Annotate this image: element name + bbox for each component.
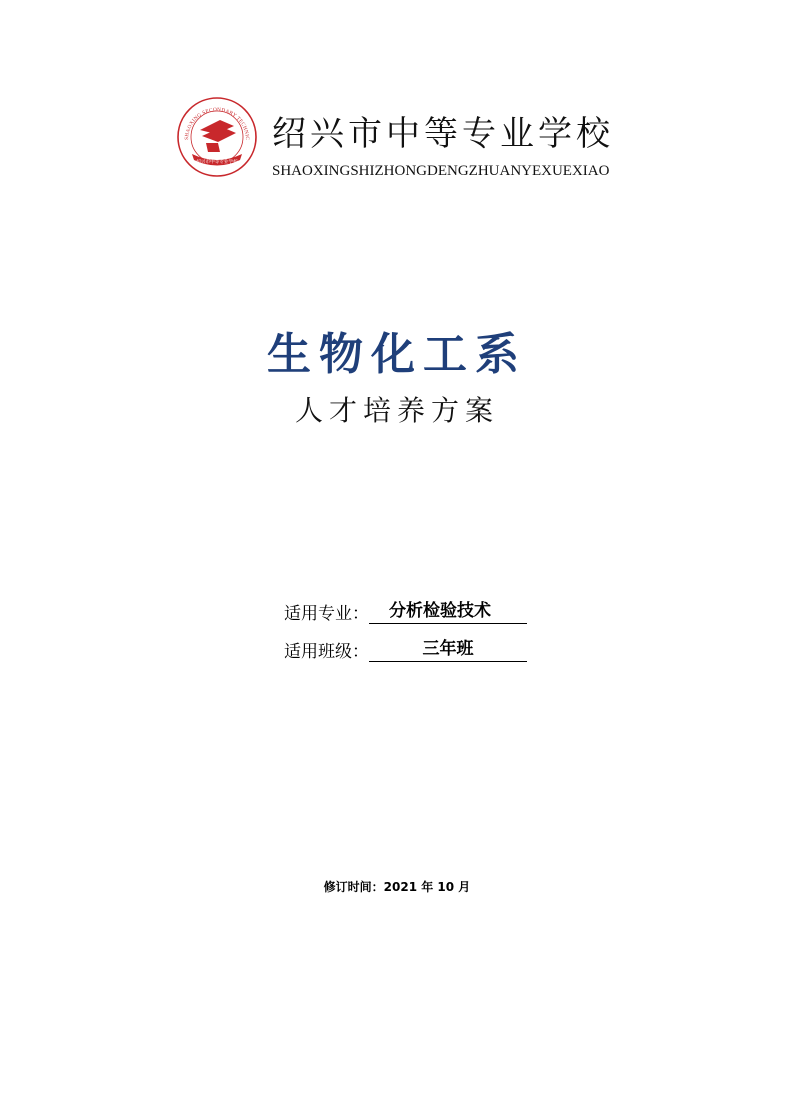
svg-text:绍兴市中等专业学校: 绍兴市中等专业学校 xyxy=(196,160,238,165)
school-seal-icon xyxy=(176,96,258,178)
major-label: 适用专业： xyxy=(284,604,369,624)
class-label: 适用班级： xyxy=(284,642,369,662)
class-value: 三年班 xyxy=(369,638,527,662)
school-logo xyxy=(176,96,258,178)
class-field xyxy=(284,636,527,662)
revision-date: 修订时间：2021 年 10 月 xyxy=(323,880,471,894)
department-title: 生物化工系 xyxy=(267,329,527,380)
school-name-cn: 绍兴市中等专业学校 xyxy=(272,114,614,154)
plan-subtitle: 人才培养方案 xyxy=(294,394,499,427)
major-field xyxy=(284,598,527,624)
major-value: 分析检验技术 xyxy=(369,600,527,624)
svg-text:SHAOXING SECONDARY TECHNICAL S: SHAOXING SECONDARY TECHNIC xyxy=(183,106,251,141)
school-name-en: SHAOXINGSHIZHONGDENGZHUANYEXUEXIAO xyxy=(272,163,610,179)
